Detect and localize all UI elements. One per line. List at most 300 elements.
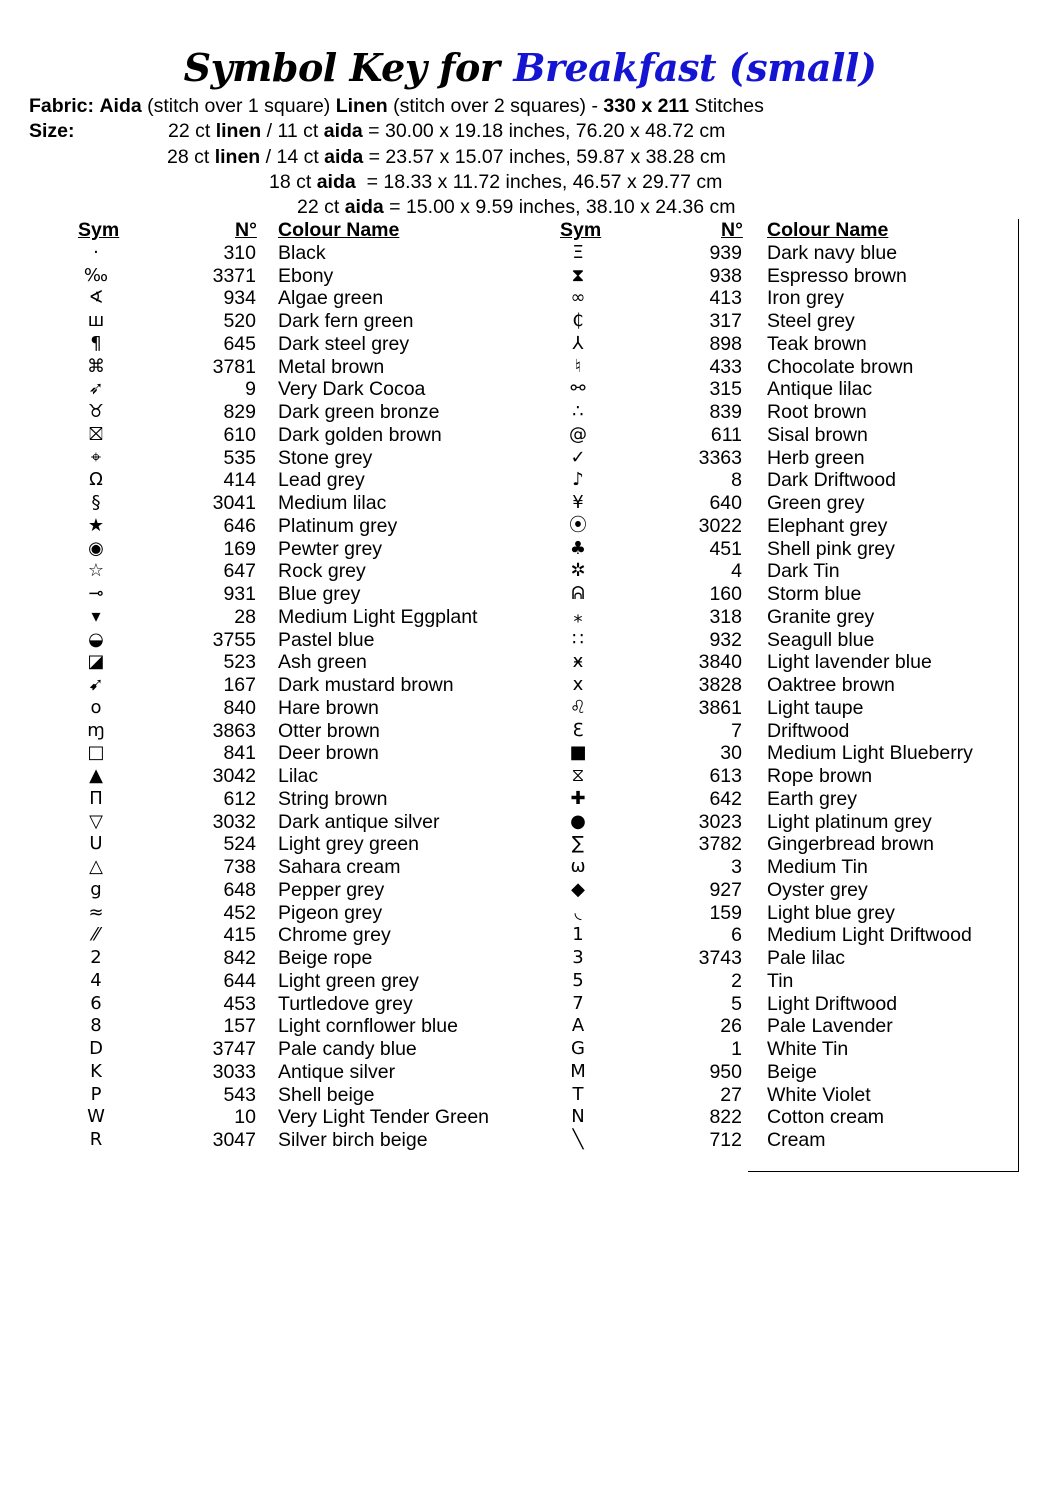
symbol-left: 2 [90,947,102,968]
colour-name-left: Dark mustard brown [278,674,454,696]
table-row [0,788,1060,811]
symbol-left: R [89,1129,103,1150]
colour-number-left: 738 [223,856,256,878]
symbol-right: ᕱ [571,583,585,604]
colour-name-right: Steel grey [767,310,855,332]
colour-name-right: Root brown [767,401,867,423]
symbol-left: ◪ [87,651,105,673]
table-row [0,833,1060,856]
colour-number-left: 647 [223,560,256,583]
colour-number-left: 9 [245,378,256,401]
colour-name-right: Chocolate brown [767,355,914,378]
symbol-left: ɱ [87,719,105,741]
colour-name-right: Shell pink grey [767,537,895,560]
symbol-left: ◉ [88,537,104,559]
symbol-left: Π [89,787,103,809]
symbol-left: ⛝ [89,423,103,445]
symbol-left: ▲ [89,765,103,786]
colour-number-right: 939 [709,241,742,264]
colour-name-right: Dark navy blue [767,241,898,264]
colour-number-right: 5 [731,992,742,1015]
table-row [0,401,1060,424]
colour-number-right: 822 [709,1106,742,1129]
colour-name-left: String brown [278,787,388,810]
colour-name-left: Platinum grey [278,514,398,537]
colour-name-right: Granite grey [767,605,875,628]
colour-name-right: Medium Light Driftwood [767,924,972,947]
colour-name-left: Dark green bronze [278,401,440,423]
colour-number-left: 934 [223,287,256,310]
symbol-left: 4 [90,969,102,991]
table-row [0,720,1060,743]
symbol-left: △ [89,856,103,877]
symbol-right: ╲ [572,1129,584,1150]
table-header [0,219,1060,242]
table-row [0,287,1060,310]
header-name-left: Colour Name [278,219,400,241]
symbol-right: ⧖ [571,765,585,786]
colour-name-left: Shell beige [278,1083,375,1106]
colour-number-left: 157 [223,1015,256,1038]
colour-name-right: Elephant grey [767,514,888,537]
colour-number-left: 3041 [212,492,256,514]
colour-number-right: 839 [709,401,742,423]
symbol-left: ⁄⁄ [92,924,99,946]
size-text-4: 22 ct aida = 15.00 x 9.59 inches, 38.10 x 24.36 cm [297,196,736,219]
symbol-left: □ [87,742,105,764]
table-row [0,947,1060,970]
symbol-left: D [89,1038,103,1059]
fabric-label: Fabric: [29,95,95,117]
symbol-right: ℇ [572,719,584,741]
table-row [0,560,1060,583]
colour-name-right: White Tin [767,1038,849,1060]
symbol-right: M [570,1060,586,1082]
symbol-right: ⧗ [571,264,585,286]
colour-name-left: Otter brown [278,719,380,742]
colour-name-left: Pastel blue [278,628,375,651]
colour-name-right: Rope brown [767,765,873,787]
table-row [0,1084,1060,1107]
header-num-right: N° [721,219,743,241]
symbol-left: ≈ [88,901,104,923]
colour-name-right: Iron grey [767,287,844,310]
colour-number-left: 415 [223,924,256,947]
symbol-left: ☆ [87,560,105,582]
colour-name-left: Pewter grey [278,537,383,560]
colour-name-left: Dark golden brown [278,423,442,446]
colour-name-right: Light taupe [767,696,864,719]
colour-number-right: 3023 [698,810,742,833]
colour-number-left: 414 [223,469,256,492]
table-row [0,583,1060,606]
colour-name-left: Silver birch beige [278,1129,428,1151]
colour-name-left: Chrome grey [278,924,391,947]
fabric-line [29,94,1039,119]
fabric-aida: Aida [99,95,142,117]
table-row [0,674,1060,697]
colour-number-right: 8 [731,469,742,492]
colour-number-left: 452 [223,901,256,924]
colour-number-right: 318 [709,605,742,628]
colour-name-right: Light Driftwood [767,992,898,1015]
colour-number-right: 640 [709,492,742,514]
symbol-left: 6 [90,992,102,1014]
colour-number-right: 26 [720,1015,742,1038]
table-row [0,265,1060,288]
table-row [0,310,1060,333]
symbol-left: P [90,1083,102,1105]
size-text-2: 28 ct linen / 14 ct aida = 23.57 x 15.07 inches, 59.87 x 38.28 cm [167,145,726,168]
colour-number-left: 612 [223,787,256,810]
table-row [0,242,1060,265]
symbol-left: ➹ [88,674,104,695]
symbol-right: 1 [572,924,584,946]
colour-number-right: 927 [709,878,742,901]
table-row [0,606,1060,629]
colour-number-left: 543 [223,1083,256,1106]
colour-number-left: 645 [223,332,256,355]
colour-number-right: 7 [731,719,742,742]
colour-number-right: 160 [709,583,742,605]
colour-number-right: 3 [731,856,742,878]
colour-number-left: 524 [223,833,256,856]
symbol-left: ⌖ [90,446,102,468]
colour-number-right: 6 [731,924,742,947]
colour-name-right: Light platinum grey [767,810,932,833]
colour-number-left: 840 [223,696,256,719]
size-line-3 [29,170,1039,195]
colour-number-left: 169 [223,537,256,560]
symbol-right: @ [569,423,587,445]
symbol-left: ᑌ [89,833,103,855]
size-text-1: 22 ct linen / 11 ct aida = 30.00 x 19.18 inches, 76.20 x 48.72 cm [168,120,726,143]
table-row [0,469,1060,492]
colour-name-right: Pale lilac [767,947,846,969]
symbol-right: 5 [572,969,584,991]
colour-number-left: 3863 [212,719,256,742]
colour-name-right: Cotton cream [767,1106,885,1129]
colour-number-right: 3363 [698,446,742,469]
symbol-right: ♣ [569,537,587,559]
colour-name-right: Medium Light Blueberry [767,742,973,765]
colour-number-left: 523 [223,651,256,674]
colour-number-right: 938 [709,264,742,287]
colour-name-left: Lilac [278,765,319,787]
size-text-3: 18 ct aida = 18.33 x 11.72 inches, 46.57 x 29.77 cm [269,170,723,193]
colour-number-right: 3022 [698,514,742,537]
colour-number-right: 3828 [698,674,742,696]
colour-name-left: Pigeon grey [278,901,383,924]
colour-name-right: Storm blue [767,583,862,605]
symbol-left: ♉ [87,401,105,422]
symbol-right: 7 [572,992,584,1014]
table-row [0,879,1060,902]
symbol-right: ● [570,810,586,832]
colour-name-left: Dark fern green [278,310,414,332]
colour-name-right: Herb green [767,446,865,469]
colour-number-left: 167 [223,674,256,696]
table-row [0,515,1060,538]
table-row [0,538,1060,561]
table-row [0,1015,1060,1038]
colour-name-left: Sahara cream [278,856,401,878]
colour-number-right: 3782 [698,833,742,856]
symbol-left: ∢ [88,287,104,309]
colour-name-right: Light blue grey [767,901,895,924]
symbol-left: ◒ [88,628,104,650]
colour-number-right: 433 [709,355,742,378]
symbol-left: ➶ [88,378,104,400]
symbol-right: ■ [569,742,587,764]
header-num-left: N° [235,219,257,241]
symbol-left: K [90,1060,102,1082]
colour-number-left: 3032 [212,810,256,833]
colour-name-right: Tin [767,969,794,992]
colour-number-left: 310 [223,241,256,264]
colour-name-right: Medium Tin [767,856,868,878]
colour-name-left: Black [278,241,326,264]
symbol-right: ✚ [570,787,586,809]
colour-number-right: 4 [731,560,742,583]
symbol-right: ∷ [572,628,584,650]
symbol-left: g [90,878,102,900]
table-row [0,697,1060,720]
fabric-size-info [29,94,1039,220]
colour-name-left: Hare brown [278,696,379,719]
colour-number-left: 3033 [212,1060,256,1083]
colour-name-left: Light cornflower blue [278,1015,458,1038]
symbol-left: ★ [87,514,105,536]
symbol-left: ‰ [83,264,109,286]
symbol-left: · [93,241,99,263]
symbol-right: T [572,1083,584,1105]
colour-name-right: Sisal brown [767,423,868,446]
colour-name-left: Lead grey [278,469,365,492]
colour-name-right: Driftwood [767,719,850,742]
symbol-left: ▾ [91,605,101,627]
colour-number-left: 3371 [212,264,256,287]
colour-name-left: Medium lilac [278,492,387,514]
colour-name-right: Oaktree brown [767,674,895,696]
table-row [0,651,1060,674]
symbol-right: ◆ [571,878,585,900]
colour-number-left: 610 [223,423,256,446]
colour-name-right: Teak brown [767,332,867,355]
header-sym-right: Sym [560,219,602,241]
colour-number-right: 950 [709,1060,742,1083]
table-row [0,1061,1060,1084]
colour-name-right: Dark Tin [767,560,840,583]
colour-name-left: Light green grey [278,969,419,992]
table-row [0,1106,1060,1129]
colour-name-left: Deer brown [278,742,379,765]
symbol-right: ⦿ [569,514,587,536]
colour-number-right: 2 [731,969,742,992]
table-row [0,765,1060,788]
colour-name-right: Beige [767,1060,817,1083]
colour-name-left: Very Dark Cocoa [278,378,426,401]
colour-number-right: 613 [709,765,742,787]
colour-number-left: 931 [223,583,256,605]
colour-number-right: 315 [709,378,742,401]
symbol-right: ✓ [570,446,586,468]
table-frame-bottom [748,1171,1019,1172]
colour-name-left: Beige rope [278,947,373,969]
colour-number-left: 3047 [212,1129,256,1151]
fabric-linen: Linen [335,95,388,117]
colour-number-right: 3861 [698,696,742,719]
colour-name-left: Pepper grey [278,878,385,901]
colour-name-left: Ash green [278,651,367,674]
table-body [0,242,1060,1152]
colour-name-left: Rock grey [278,560,366,583]
colour-name-left: Metal brown [278,355,385,378]
colour-number-left: 535 [223,446,256,469]
size-label: Size: [29,120,75,143]
table-row [0,356,1060,379]
symbol-key-table [0,219,1060,1152]
symbol-right: ♌ [569,696,587,718]
colour-name-left: Medium Light Eggplant [278,605,478,628]
colour-number-left: 3755 [212,628,256,651]
colour-number-right: 30 [720,742,742,765]
table-row [0,1129,1060,1152]
colour-name-left: Stone grey [278,446,373,469]
table-row [0,447,1060,470]
colour-number-right: 3743 [698,947,742,969]
table-row [0,856,1060,879]
table-row [0,742,1060,765]
colour-name-right: Gingerbread brown [767,833,934,856]
symbol-right: ω [570,856,586,877]
table-row [0,424,1060,447]
fabric-aida-note: (stitch over 1 square) [147,95,331,117]
symbol-right: ∑ [571,833,585,855]
symbol-left: o [90,696,102,718]
colour-number-left: 3747 [212,1038,256,1060]
symbol-right: ◟ [574,901,582,923]
symbol-left: ▽ [89,810,103,832]
table-row [0,1038,1060,1061]
symbol-right: 3 [572,947,584,968]
colour-number-left: 28 [234,605,256,628]
table-row [0,902,1060,925]
colour-name-right: White Violet [767,1083,871,1106]
colour-number-right: 317 [709,310,742,332]
size-line-4 [29,195,1039,220]
symbol-left: Ω [89,469,103,491]
symbol-right: ⁎ [573,605,583,627]
size-line-1 [29,119,1039,144]
colour-name-right: Pale Lavender [767,1015,893,1038]
table-row [0,492,1060,515]
colour-name-right: Light lavender blue [767,651,932,674]
symbol-left: ⌘ [87,355,105,377]
colour-number-left: 648 [223,878,256,901]
symbol-right: ӿ [572,651,584,673]
colour-name-right: Dark Driftwood [767,469,896,492]
colour-number-left: 3781 [212,355,256,378]
colour-number-right: 642 [709,787,742,810]
table-row [0,924,1060,947]
colour-name-right: Earth grey [767,787,857,810]
symbol-left: ⊸ [88,583,104,604]
stitch-count: 330 x 211 [603,95,690,117]
colour-number-left: 453 [223,992,256,1015]
symbol-right: ∴ [572,401,584,422]
page-title [0,40,1060,96]
colour-number-right: 451 [709,537,742,560]
header-name-right: Colour Name [767,219,889,241]
table-row [0,333,1060,356]
colour-number-left: 520 [223,310,256,332]
colour-name-right: Cream [767,1129,826,1151]
colour-number-right: 712 [709,1129,742,1151]
header-sym-left: Sym [78,219,120,241]
colour-name-right: Green grey [767,492,865,514]
symbol-right: Ξ [572,241,584,263]
symbol-right: G [571,1038,585,1059]
colour-name-left: Dark steel grey [278,332,410,355]
symbol-left: W [87,1106,105,1128]
symbol-right: ⚯ [570,378,586,400]
table-row [0,993,1060,1016]
colour-number-right: 611 [710,423,742,446]
symbol-left: § [91,492,101,513]
colour-number-left: 644 [223,969,256,992]
colour-name-right: Oyster grey [767,878,868,901]
symbol-right: ♮ [574,355,582,377]
colour-number-left: 842 [223,947,256,969]
colour-name-left: Pale candy blue [278,1038,417,1060]
colour-number-left: 10 [234,1106,256,1129]
colour-number-left: 829 [223,401,256,423]
colour-name-left: Ebony [278,264,334,287]
colour-name-left: Dark antique silver [278,810,440,833]
size-line-2 [29,145,1039,170]
colour-number-right: 413 [709,287,742,310]
colour-number-right: 3840 [698,651,742,674]
colour-number-right: 1 [731,1038,742,1060]
symbol-right: A [571,1015,585,1037]
colour-name-left: Turtledove grey [278,992,413,1015]
fabric-linen-note: (stitch over 2 squares) - [393,95,598,117]
symbol-right: ✲ [570,560,586,582]
table-frame-right [1018,219,1019,1171]
colour-name-left: Antique silver [278,1060,396,1083]
colour-number-left: 3042 [212,765,256,787]
colour-name-left: Very Light Tender Green [278,1106,490,1129]
table-row [0,629,1060,652]
symbol-left: ш [87,310,105,331]
symbol-left: ¶ [90,332,102,354]
colour-name-right: Espresso brown [767,264,907,287]
symbol-right: ⅄ [572,332,584,354]
colour-name-left: Blue grey [278,583,361,605]
symbol-right: ♪ [572,469,584,491]
title-prefix: Symbol Key for [183,45,500,90]
colour-number-right: 898 [709,332,742,355]
symbol-right: ¥ [572,492,584,513]
table-row [0,811,1060,834]
symbol-right: ₵ [572,310,584,331]
symbol-right: ∞ [570,287,586,309]
pattern-name: Breakfast (small) [513,45,877,90]
table-row [0,970,1060,993]
table-row [0,378,1060,401]
colour-name-right: Seagull blue [767,628,875,651]
